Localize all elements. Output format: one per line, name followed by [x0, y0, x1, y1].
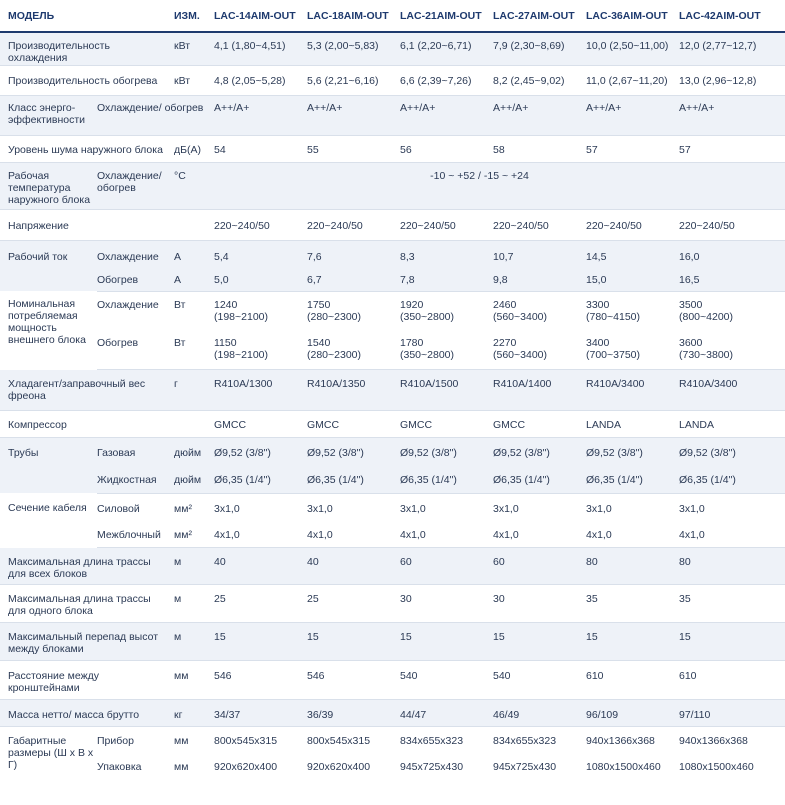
row-unit: м	[174, 584, 214, 622]
row-sublabel: Охлаждение	[97, 298, 159, 311]
cell: 3300 (780~4150)	[586, 298, 641, 323]
row-label: Производительность обогрева	[0, 65, 174, 95]
cell: 5,4	[214, 240, 307, 265]
cell: 57	[586, 135, 679, 162]
model-name: LAC-14AIM-OUT	[214, 0, 307, 32]
cell: 36/39	[307, 699, 400, 726]
row-sublabel: Жидкостная	[97, 465, 174, 493]
cell: 15	[214, 622, 307, 660]
cell: 220~240/50	[586, 209, 679, 240]
cell: 34/37	[214, 699, 307, 726]
cell: 4x1,0	[679, 520, 785, 547]
cell: 1080x1500x460	[679, 761, 754, 773]
row-unit: мм	[174, 660, 214, 699]
row-max-length-one	[0, 584, 785, 622]
row-sublabel: Обогрев	[97, 330, 174, 369]
row-unit: дюйм	[174, 437, 214, 465]
row-sublabel: Межблочный	[97, 520, 174, 547]
cell: A++/A+	[214, 95, 307, 135]
cell: 55	[307, 135, 400, 162]
row-label: Сечение кабеля	[8, 502, 87, 514]
cell: A++/A+	[679, 95, 785, 135]
cell: 15	[679, 622, 785, 660]
model-name: LAC-42AIM-OUT	[679, 0, 785, 32]
cell: 3x1,0	[214, 502, 240, 515]
cell: 97/110	[679, 699, 785, 726]
cell: 4x1,0	[400, 520, 493, 547]
row-compressor	[0, 410, 785, 437]
cell: 834x655x323	[493, 734, 557, 747]
cell: 1780 (350~2800)	[400, 330, 493, 369]
row-dimensions-package	[0, 752, 785, 780]
row-energy-class	[0, 95, 785, 135]
row-max-height-difference	[0, 622, 785, 660]
cell: Ø6,35 (1/4")	[400, 465, 493, 493]
row-unit: кВт	[174, 65, 214, 95]
cell: Ø6,35 (1/4")	[214, 465, 307, 493]
row-power-cooling	[0, 291, 785, 330]
cell: 6,1 (2,20~6,71)	[400, 32, 493, 65]
cell: 7,8	[400, 265, 493, 291]
row-sublabel: Охлаждение/ обогрев	[97, 162, 174, 209]
cell: R410A/1350	[307, 369, 400, 410]
cell: 15	[493, 622, 586, 660]
cell: Ø9,52 (3/8")	[586, 437, 679, 465]
cell: 7,6	[307, 240, 400, 265]
cell: 1750 (280~2300)	[307, 298, 362, 323]
cell: Ø9,52 (3/8")	[214, 437, 307, 465]
cell: 8,3	[400, 240, 493, 265]
cell: 3x1,0	[400, 502, 426, 515]
row-heating-capacity	[0, 65, 785, 95]
row-sublabel: Газовая	[97, 437, 174, 465]
cell: 4x1,0	[214, 520, 307, 547]
cell: GMCC	[307, 410, 400, 437]
model-name: LAC-21AIM-OUT	[400, 0, 493, 32]
cell: 4,8 (2,05~5,28)	[214, 65, 307, 95]
cell: 2270 (560~3400)	[493, 330, 586, 369]
cell: A++/A+	[307, 95, 400, 135]
cell: 1540 (280~2300)	[307, 330, 400, 369]
cell: 546	[307, 660, 400, 699]
cell: A++/A+	[493, 95, 586, 135]
cell: 800x545x315	[214, 734, 278, 747]
row-unit: °C	[174, 162, 214, 209]
cell: 16,5	[679, 265, 785, 291]
row-label: Хладагент/заправочный вес фреона	[0, 369, 174, 410]
cell: 1150 (198~2100)	[214, 330, 307, 369]
row-unit: Вт	[174, 330, 214, 369]
cell: 1920 (350~2800)	[400, 298, 455, 323]
cell: 60	[493, 547, 586, 584]
cell: 15,0	[586, 265, 679, 291]
cell: LANDA	[679, 410, 785, 437]
row-max-length-all	[0, 547, 785, 584]
cell: 546	[214, 660, 307, 699]
row-label: Масса нетто/ масса брутто	[0, 699, 174, 726]
row-cooling-capacity	[0, 32, 785, 65]
cell: 3500 (800~4200)	[679, 298, 734, 323]
cell: R410A/1500	[400, 369, 493, 410]
cell: 40	[307, 547, 400, 584]
cell: A++/A+	[586, 95, 679, 135]
row-label: Напряжение	[0, 209, 174, 240]
cell: 80	[679, 547, 785, 584]
cell: 7,9 (2,30~8,69)	[493, 32, 586, 65]
cell: 30	[493, 584, 586, 622]
cell: 945x725x430	[400, 761, 464, 773]
row-unit: г	[174, 369, 214, 410]
row-unit: м	[174, 622, 214, 660]
row-unit: Вт	[174, 298, 186, 311]
cell: 4x1,0	[493, 520, 586, 547]
row-sublabel: Силовой	[97, 502, 140, 515]
cell: 3x1,0	[586, 502, 612, 515]
row-refrigerant	[0, 369, 785, 410]
cell: 6,6 (2,39~7,26)	[400, 65, 493, 95]
cell: 15	[400, 622, 493, 660]
row-unit	[174, 209, 214, 240]
row-label: Расстояние между кронштейнами	[0, 660, 174, 699]
cell: 46/49	[493, 699, 586, 726]
cell: 6,7	[307, 265, 400, 291]
row-power-heating	[0, 330, 785, 369]
row-label: Компрессор	[0, 410, 174, 437]
row-unit: мм	[174, 734, 189, 747]
row-sublabel: Охлаждение	[97, 240, 174, 265]
cell: 220~240/50	[307, 209, 400, 240]
cell: Ø6,35 (1/4")	[586, 465, 679, 493]
row-cable-power	[0, 493, 785, 520]
row-label: Номинальная потребляемая мощность внешнего блока	[8, 298, 86, 346]
cell: 3x1,0	[493, 502, 519, 515]
row-unit: дюйм	[174, 465, 214, 493]
cell: 57	[679, 135, 785, 162]
cell: 3x1,0	[679, 502, 705, 515]
cell: 540	[400, 660, 493, 699]
cell: 44/47	[400, 699, 493, 726]
row-label: Класс энерго-эффективности	[0, 95, 97, 135]
row-label: Трубы	[0, 437, 97, 493]
cell: 1080x1500x460	[586, 761, 661, 773]
cell: R410A/1300	[214, 369, 307, 410]
cell: 16,0	[679, 240, 785, 265]
model-name: LAC-18AIM-OUT	[307, 0, 400, 32]
row-label: Рабочая температура наружного блока	[0, 162, 97, 209]
cell: 945x725x430	[493, 761, 557, 773]
row-operating-temperature	[0, 162, 785, 209]
row-unit: мм	[174, 761, 189, 773]
cell: 920x620x400	[214, 761, 278, 773]
row-label: Рабочий ток	[0, 240, 97, 291]
cell: 940x1366x368	[586, 734, 655, 747]
cell: 2460 (560~3400)	[493, 298, 548, 323]
cell: 56	[400, 135, 493, 162]
unit-header: ИЗМ.	[174, 0, 214, 32]
cell: 35	[586, 584, 679, 622]
cell: 3400 (700~3750)	[586, 330, 679, 369]
cell: 14,5	[586, 240, 679, 265]
row-unit: м	[174, 547, 214, 584]
row-label: Максимальная длина трассы для одного блока	[0, 584, 174, 622]
row-unit: A	[174, 265, 214, 291]
cell: Ø6,35 (1/4")	[679, 465, 785, 493]
cell: 5,0	[214, 265, 307, 291]
cell: 5,6 (2,21~6,16)	[307, 65, 400, 95]
cell: R410A/3400	[679, 369, 785, 410]
row-unit	[174, 410, 214, 437]
cell: 10,7	[493, 240, 586, 265]
cell: 834x655x323	[400, 734, 464, 747]
cell: 800x545x315	[307, 734, 371, 747]
cell: 60	[400, 547, 493, 584]
cell: 54	[214, 135, 307, 162]
row-sublabel: Прибор	[97, 734, 134, 747]
cell: 5,3 (2,00~5,83)	[307, 32, 400, 65]
cell: 940x1366x368	[679, 734, 748, 747]
row-label: Габаритные размеры (Ш x В x Г)	[8, 734, 94, 771]
row-cable-interconnect	[0, 520, 785, 547]
model-header: МОДЕЛЬ	[0, 0, 174, 32]
row-sublabel: Обогрев	[97, 265, 174, 291]
row-label: Производительность охлаждения	[0, 32, 174, 65]
model-name: LAC-27AIM-OUT	[493, 0, 586, 32]
cell: 610	[586, 660, 679, 699]
cell: 220~240/50	[214, 209, 307, 240]
cell: -10 ~ +52 / -15 ~ +24	[214, 162, 785, 209]
row-weight	[0, 699, 785, 726]
cell: 15	[307, 622, 400, 660]
row-voltage	[0, 209, 785, 240]
cell: Ø6,35 (1/4")	[493, 465, 586, 493]
cell: 8,2 (2,45~9,02)	[493, 65, 586, 95]
cell: 1240 (198~2100)	[214, 298, 269, 323]
cell: GMCC	[493, 410, 586, 437]
header-row	[0, 0, 785, 32]
cell: Ø9,52 (3/8")	[307, 437, 400, 465]
row-dimensions-device	[0, 726, 785, 752]
cell: 30	[400, 584, 493, 622]
cell: 3x1,0	[307, 502, 333, 515]
cell: 610	[679, 660, 785, 699]
cell: 540	[493, 660, 586, 699]
cell: Ø6,35 (1/4")	[307, 465, 400, 493]
cell: 10,0 (2,50~11,00)	[586, 32, 679, 65]
cell: 920x620x400	[307, 761, 371, 773]
row-sublabel: Охлаждение/ обогрев	[97, 95, 214, 135]
cell: GMCC	[214, 410, 307, 437]
cell: Ø9,52 (3/8")	[493, 437, 586, 465]
cell: 35	[679, 584, 785, 622]
row-label: Максимальный перепад высот между блоками	[0, 622, 174, 660]
row-pipe-gas	[0, 437, 785, 465]
cell: 25	[307, 584, 400, 622]
row-unit: дБ(A)	[174, 135, 214, 162]
cell: 220~240/50	[493, 209, 586, 240]
cell: LANDA	[586, 410, 679, 437]
row-noise-level	[0, 135, 785, 162]
cell: 11,0 (2,67~11,20)	[586, 65, 679, 95]
cell: 25	[214, 584, 307, 622]
cell: GMCC	[400, 410, 493, 437]
cell: 3600 (730~3800)	[679, 330, 785, 369]
cell: 9,8	[493, 265, 586, 291]
cell: 58	[493, 135, 586, 162]
row-pipe-liquid	[0, 465, 785, 493]
row-sublabel: Упаковка	[97, 761, 142, 773]
cell: 4x1,0	[307, 520, 400, 547]
cell: 12,0 (2,77~12,7)	[679, 32, 785, 65]
cell: Ø9,52 (3/8")	[679, 437, 785, 465]
cell: A++/A+	[400, 95, 493, 135]
row-label: Уровень шума наружного блока	[0, 135, 174, 162]
cell: 4x1,0	[586, 520, 679, 547]
row-bracket-distance	[0, 660, 785, 699]
row-unit: мм²	[174, 520, 214, 547]
row-unit: кВт	[174, 32, 214, 65]
cell: 220~240/50	[400, 209, 493, 240]
model-name: LAC-36AIM-OUT	[586, 0, 679, 32]
cell: Ø9,52 (3/8")	[400, 437, 493, 465]
cell: 15	[586, 622, 679, 660]
row-unit: A	[174, 240, 214, 265]
cell: 80	[586, 547, 679, 584]
row-unit: кг	[174, 699, 214, 726]
cell: 40	[214, 547, 307, 584]
row-current-cooling	[0, 240, 785, 265]
cell: 13,0 (2,96~12,8)	[679, 65, 785, 95]
cell: 220~240/50	[679, 209, 785, 240]
row-unit: мм²	[174, 502, 192, 515]
cell: 96/109	[586, 699, 679, 726]
cell: R410A/1400	[493, 369, 586, 410]
cell: R410A/3400	[586, 369, 679, 410]
row-current-heating	[0, 265, 785, 291]
row-label: Максимальная длина трассы для всех блоков	[0, 547, 174, 584]
cell: 4,1 (1,80~4,51)	[214, 32, 307, 65]
